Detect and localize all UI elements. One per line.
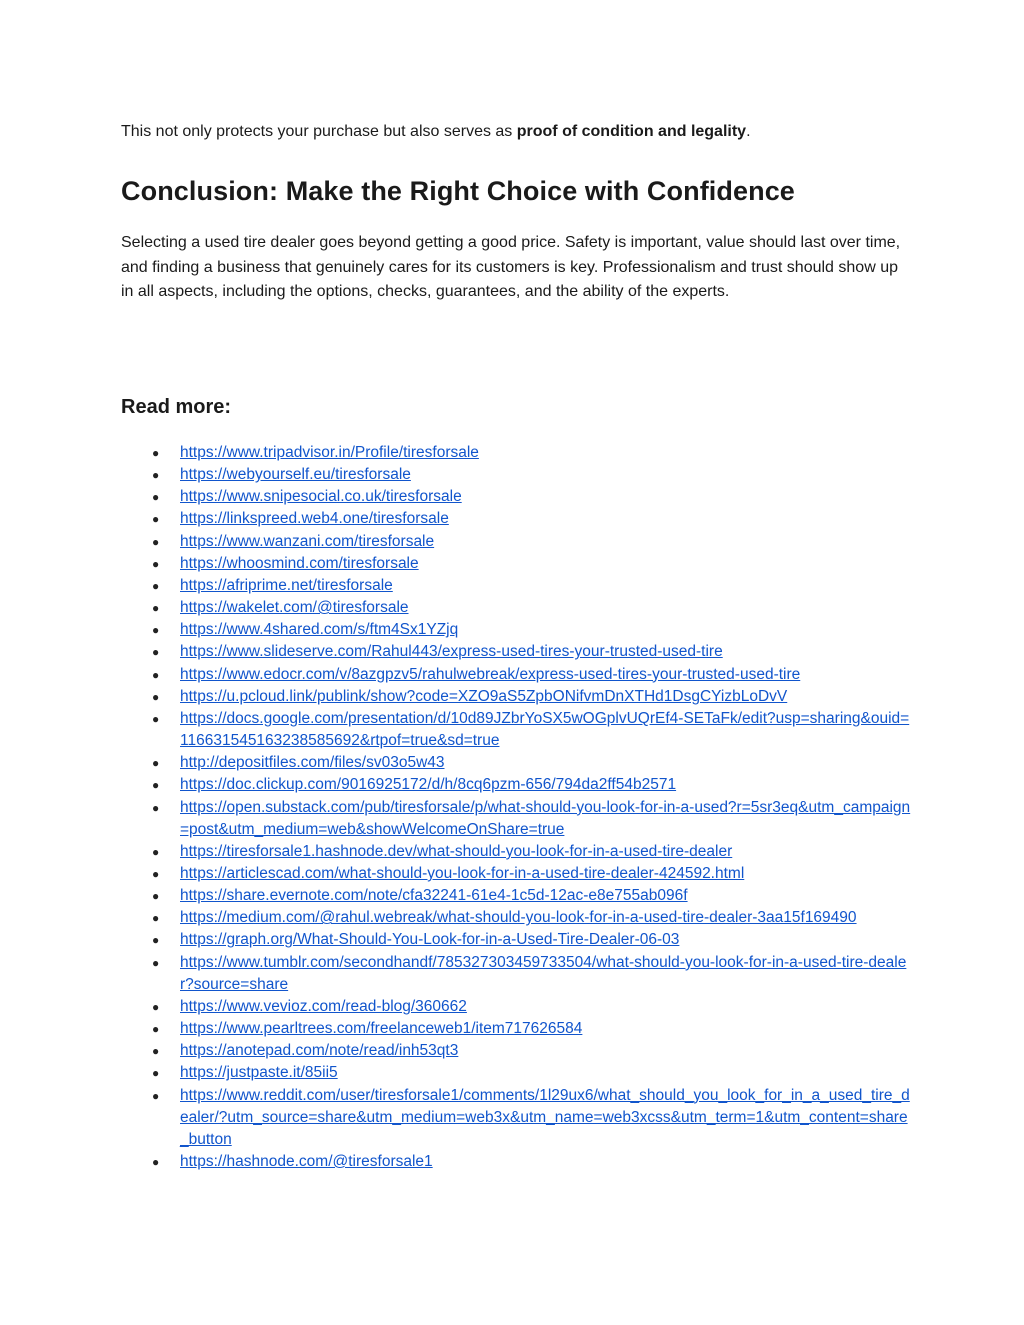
read-more-link[interactable]: https://www.reddit.com/user/tiresforsale1/comments/1l29ux6/what_should_you_look_for_in_a_used_tire_dealer/?utm_source=share&utm_medium=web3x&utm_name=web3xcss&utm_term=1&utm_content=share_button	[180, 1086, 910, 1148]
link-list-item	[121, 1018, 911, 1040]
bullet-icon: ●	[152, 578, 160, 593]
read-more-link[interactable]: https://tiresforsale1.hashnode.dev/what-should-you-look-for-in-a-used-tire-dealer	[180, 842, 733, 860]
read-more-link[interactable]: https://www.snipesocial.co.uk/tiresforsale	[180, 488, 462, 506]
read-more-link[interactable]: https://open.substack.com/pub/tiresforsale/p/what-should-you-look-for-in-a-used?r=5sr3eq&utm_campaign=post&utm_medium=web&showWelcomeOnShare=true	[180, 798, 911, 838]
read-more-link[interactable]: https://u.pcloud.link/publink/show?code=XZO9aS5ZpbONifvmDnXTHd1DsgCYizbLoDvV	[180, 687, 788, 705]
read-more-link[interactable]: https://medium.com/@rahul.webreak/what-should-you-look-for-in-a-used-tire-dealer-3aa15f169490	[180, 909, 857, 927]
read-more-link[interactable]: https://whoosmind.com/tiresforsale	[180, 554, 419, 572]
bullet-icon: ●	[152, 800, 160, 815]
read-more-link[interactable]: https://webyourself.eu/tiresforsale	[180, 466, 411, 484]
bullet-icon: ●	[152, 446, 160, 460]
bullet-icon: ●	[152, 1066, 160, 1081]
link-list-item	[121, 1085, 911, 1151]
read-more-link[interactable]: https://anotepad.com/note/read/inh53qt3	[180, 1042, 459, 1060]
bullet-icon: ●	[152, 844, 160, 859]
bullet-icon: ●	[152, 1088, 160, 1103]
intro-text: This not only protects your purchase but also serves as	[121, 123, 517, 140]
link-list-item	[121, 996, 911, 1018]
link-list-item	[121, 797, 911, 841]
read-more-link[interactable]: https://doc.clickup.com/9016925172/d/h/8cq6pzm-656/794da2ff54b2571	[180, 776, 677, 794]
link-list-item	[121, 575, 911, 597]
bullet-icon: ●	[152, 534, 160, 549]
read-more-link[interactable]: https://afriprime.net/tiresforsale	[180, 576, 393, 594]
bullet-icon: ●	[152, 1155, 160, 1169]
bullet-icon: ●	[152, 756, 160, 771]
bullet-icon: ●	[152, 1022, 160, 1037]
link-list-item	[121, 442, 911, 464]
intro-text-end: .	[746, 123, 751, 140]
bullet-icon: ●	[152, 556, 160, 571]
read-more-link[interactable]: https://share.evernote.com/note/cfa32241-61e4-1c5d-12ac-e8e755ab096f	[180, 887, 688, 905]
link-list-item	[121, 664, 911, 686]
read-more-link[interactable]: https://www.slideserve.com/Rahul443/express-used-tires-your-trusted-used-tire	[180, 643, 723, 661]
read-more-link[interactable]: https://www.tripadvisor.in/Profile/tiresforsale	[180, 444, 479, 461]
link-list-item	[121, 508, 911, 530]
link-list-item	[121, 486, 911, 508]
bullet-icon: ●	[152, 889, 160, 904]
link-list-item	[121, 619, 911, 641]
read-more-link[interactable]: https://hashnode.com/@tiresforsale1	[180, 1153, 433, 1170]
read-more-link[interactable]: https://articlescad.com/what-should-you-look-for-in-a-used-tire-dealer-424592.html	[180, 864, 745, 882]
bullet-icon: ●	[152, 667, 160, 682]
bullet-icon: ●	[152, 866, 160, 881]
link-list-item	[121, 1062, 911, 1084]
bullet-icon: ●	[152, 933, 160, 948]
link-list-item	[121, 1151, 911, 1173]
bullet-icon: ●	[152, 689, 160, 704]
link-list-item	[121, 952, 911, 996]
read-more-link[interactable]: http://depositfiles.com/files/sv03o5w43	[180, 754, 445, 772]
read-more-link-list	[121, 442, 911, 1173]
bullet-icon: ●	[152, 623, 160, 638]
link-list-item	[121, 863, 911, 885]
bullet-icon: ●	[152, 711, 160, 726]
bullet-icon: ●	[152, 999, 160, 1014]
bullet-icon: ●	[152, 601, 160, 616]
read-more-link[interactable]: https://graph.org/What-Should-You-Look-for-in-a-Used-Tire-Dealer-06-03	[180, 931, 680, 949]
read-more-heading: Read more:	[121, 396, 232, 418]
read-more-link[interactable]: https://docs.google.com/presentation/d/10d89JZbrYoSX5wOGplvUQrEf4-SETaFk/edit?usp=sharing&ouid=116631545163238585692&rtpof=true&sd=true	[180, 709, 910, 750]
bullet-icon: ●	[152, 645, 160, 660]
read-more-link[interactable]: https://www.pearltrees.com/freelanceweb1/item717626584	[180, 1020, 583, 1038]
link-list-item	[121, 1040, 911, 1062]
read-more-link[interactable]: https://www.vevioz.com/read-blog/360662	[180, 997, 467, 1015]
link-list-item	[121, 907, 911, 929]
link-list-item	[121, 464, 911, 486]
link-list-item	[121, 553, 911, 575]
link-list-item	[121, 686, 911, 708]
read-more-link[interactable]: https://justpaste.it/85ii5	[180, 1064, 338, 1082]
read-more-link[interactable]: https://www.wanzani.com/tiresforsale	[180, 532, 435, 550]
link-list-item	[121, 929, 911, 951]
intro-paragraph	[121, 120, 751, 144]
link-list-item	[121, 841, 911, 863]
bullet-icon: ●	[152, 778, 160, 793]
link-list-item	[121, 885, 911, 907]
conclusion-paragraph: Selecting a used tire dealer goes beyond getting a good price. Safety is important, value should last over time, and finding a business that genuinely cares for its customers is key. Professionalism and trust should show up in all aspects, including the options, checks, guarantees, and the ability of the experts.	[121, 234, 901, 300]
conclusion-heading: Conclusion: Make the Right Choice with Confidence	[121, 176, 795, 206]
bullet-icon: ●	[152, 490, 160, 505]
link-list-item	[121, 531, 911, 553]
bullet-icon: ●	[152, 468, 160, 483]
read-more-link[interactable]: https://www.edocr.com/v/8azgpzv5/rahulwebreak/express-used-tires-your-trusted-used-tire	[180, 665, 801, 683]
link-list-item	[121, 597, 911, 619]
link-list-item	[121, 708, 911, 752]
link-list-item	[121, 641, 911, 663]
bullet-icon: ●	[152, 1044, 160, 1059]
read-more-link[interactable]: https://www.4shared.com/s/ftm4Sx1YZjq	[180, 621, 459, 639]
bullet-icon: ●	[152, 955, 160, 970]
bullet-icon: ●	[152, 911, 160, 926]
intro-bold-text: proof of condition and legality	[516, 123, 747, 140]
link-list-item	[121, 774, 911, 796]
read-more-link[interactable]: https://wakelet.com/@tiresforsale	[180, 599, 409, 617]
read-more-link[interactable]: https://linkspreed.web4.one/tiresforsale	[180, 510, 449, 528]
link-list-item	[121, 752, 911, 774]
bullet-icon: ●	[152, 512, 160, 527]
read-more-link[interactable]: https://www.tumblr.com/secondhandf/785327303459733504/what-should-you-look-for-in-a-used-tire-dealer?source=share	[180, 953, 907, 993]
